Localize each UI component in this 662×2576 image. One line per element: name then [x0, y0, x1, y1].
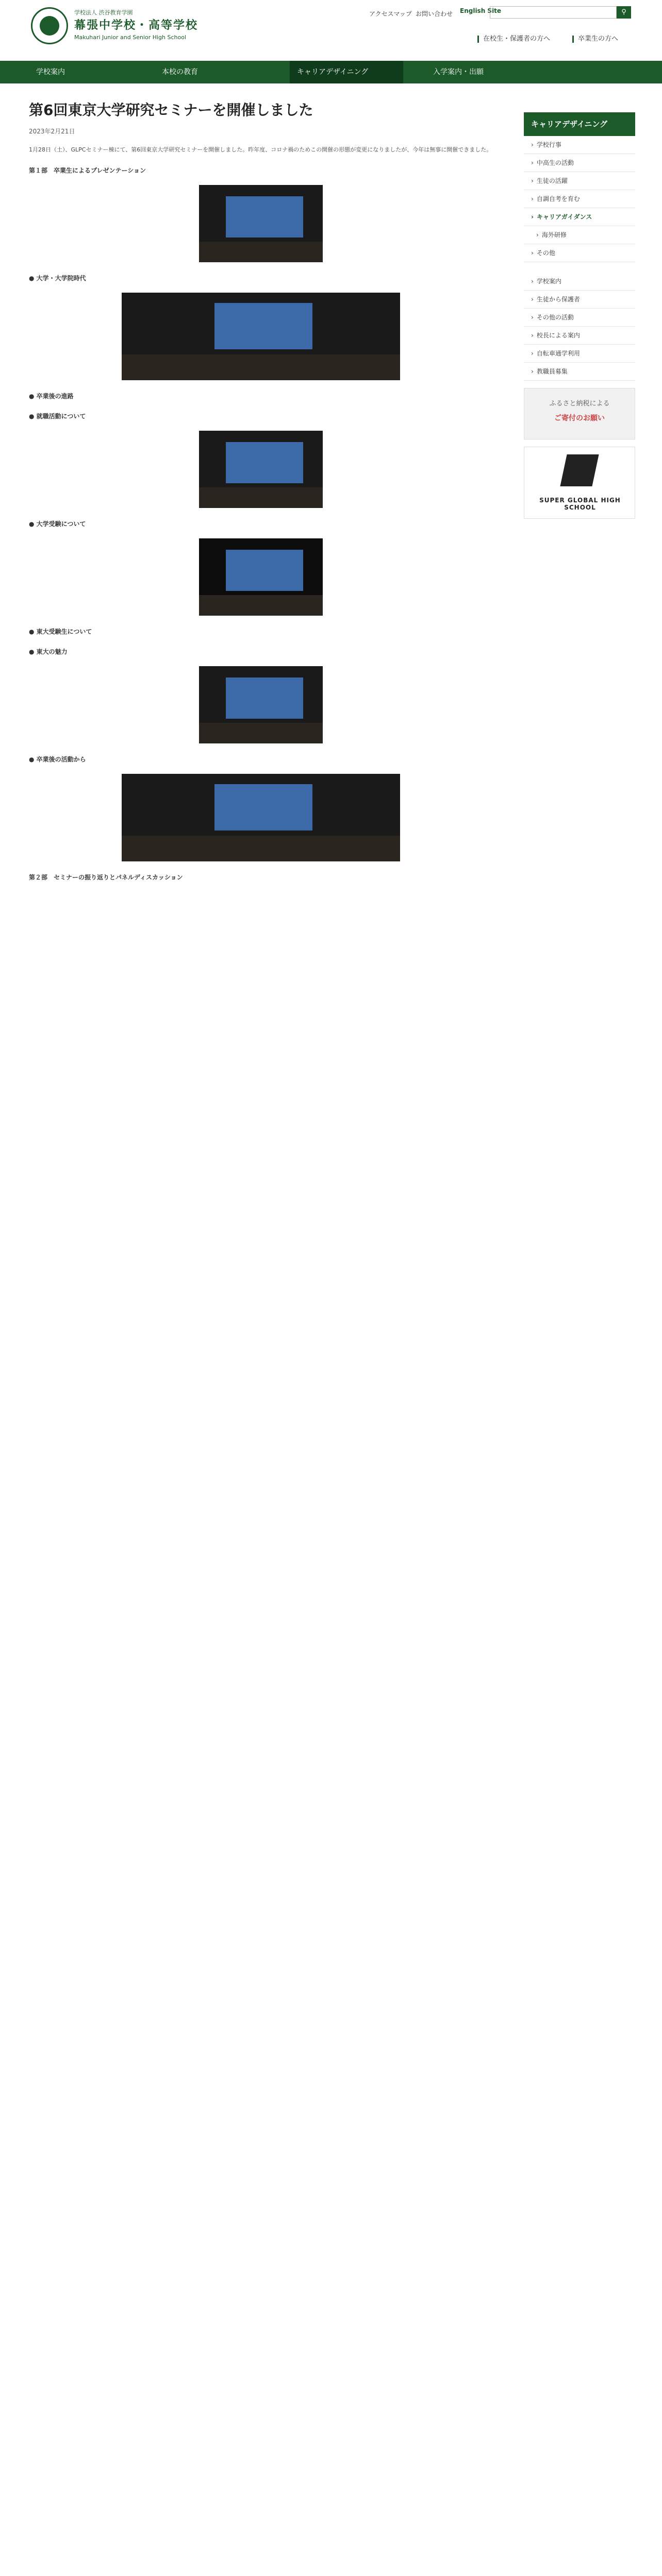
nav-item-career[interactable]: キャリアデザイニング	[290, 61, 403, 83]
school-sub-name: 学校法人 渋谷教育学園	[74, 9, 133, 16]
sidebar-heading: キャリアデザイニング	[524, 112, 635, 136]
section-heading: ● 東大の魅力	[29, 648, 68, 655]
speaker-photo	[199, 431, 323, 508]
school-logo[interactable]	[31, 7, 68, 44]
school-english-name: Makuhari Junior and Senior High School	[74, 34, 187, 41]
access-map-link[interactable]: アクセスマップ	[369, 10, 412, 18]
site-header	[0, 0, 662, 57]
sidebar-item[interactable]: › 中高生の活動	[524, 154, 635, 172]
page-title: 第6回東京大学研究セミナーを開催しました	[29, 101, 313, 118]
sidebar-item[interactable]: › 生徒の活躍	[524, 172, 635, 190]
stage-photo	[199, 538, 323, 616]
section-heading: ● 卒業後の進路	[29, 393, 74, 400]
intro-paragraph: 1月28日（土）、GLPCセミナー棟にて、第6回東京大学研究セミナーを開催しました。昨年度、コロナ禍のためこの開催の形態が変更になりましたが、今年は無事に開催できました。	[29, 146, 492, 153]
sidebar-item-current[interactable]: › キャリアガイダンス	[524, 208, 635, 226]
section-heading: 第２部 セミナーの振り返りとパネルディスカッション	[29, 874, 183, 881]
contact-link[interactable]: お問い合わせ	[416, 10, 453, 18]
graduates-link[interactable]: 卒業生の方へ	[572, 33, 618, 43]
hometown-tax-banner[interactable]: ふるさと納税による ご寄付のお願い	[524, 388, 635, 439]
nav-item-education[interactable]: 本校の教育	[162, 68, 198, 76]
search-icon[interactable]: ⚲	[617, 6, 631, 19]
nav-item-about[interactable]: 学校案内	[36, 68, 65, 76]
sidebar-item[interactable]: › その他の活動	[524, 309, 635, 327]
section-heading: ● 東大受験生について	[29, 628, 92, 635]
section-heading: ● 卒業後の活動から	[29, 756, 86, 763]
school-name[interactable]: 幕張中学校・高等学校	[74, 19, 198, 32]
seminar-hall-photo	[122, 293, 400, 380]
section-heading: ● 大学受験について	[29, 520, 86, 528]
sidebar-item[interactable]: › その他	[524, 244, 635, 262]
section-heading: ● 就職活動について	[29, 413, 86, 420]
sidebar-item[interactable]: › 校長による案内	[524, 327, 635, 345]
section-heading: ● 大学・大学院時代	[29, 275, 86, 282]
post-date: 2023年2月21日	[29, 128, 75, 135]
sidebar-item[interactable]: › 自調自考を育む	[524, 190, 635, 208]
english-site-link[interactable]: English Site	[460, 7, 502, 14]
sgh-banner[interactable]: SUPER GLOBAL HIGH SCHOOL	[524, 447, 635, 519]
global-nav	[0, 61, 662, 83]
search-input[interactable]	[490, 6, 617, 19]
article	[29, 101, 493, 882]
sidebar-item[interactable]: › 学校行事	[524, 136, 635, 154]
sidebar	[524, 112, 635, 519]
presentation-photo	[199, 185, 323, 262]
panel-photo	[122, 774, 400, 861]
students-parents-link[interactable]: 在校生・保護者の方へ	[477, 33, 550, 43]
sidebar-item[interactable]: › 教職員募集	[524, 363, 635, 381]
sidebar-item[interactable]: › 学校案内	[524, 273, 635, 291]
sidebar-item[interactable]: › 生徒から保護者	[524, 291, 635, 309]
lecture-photo	[199, 666, 323, 743]
section-heading: 第１部 卒業生によるプレゼンテーション	[29, 167, 146, 174]
sidebar-item[interactable]: › 海外研修	[524, 226, 635, 244]
nav-item-admission[interactable]: 入学案内・出願	[433, 68, 484, 76]
sidebar-item[interactable]: › 自転車通学利用	[524, 345, 635, 363]
